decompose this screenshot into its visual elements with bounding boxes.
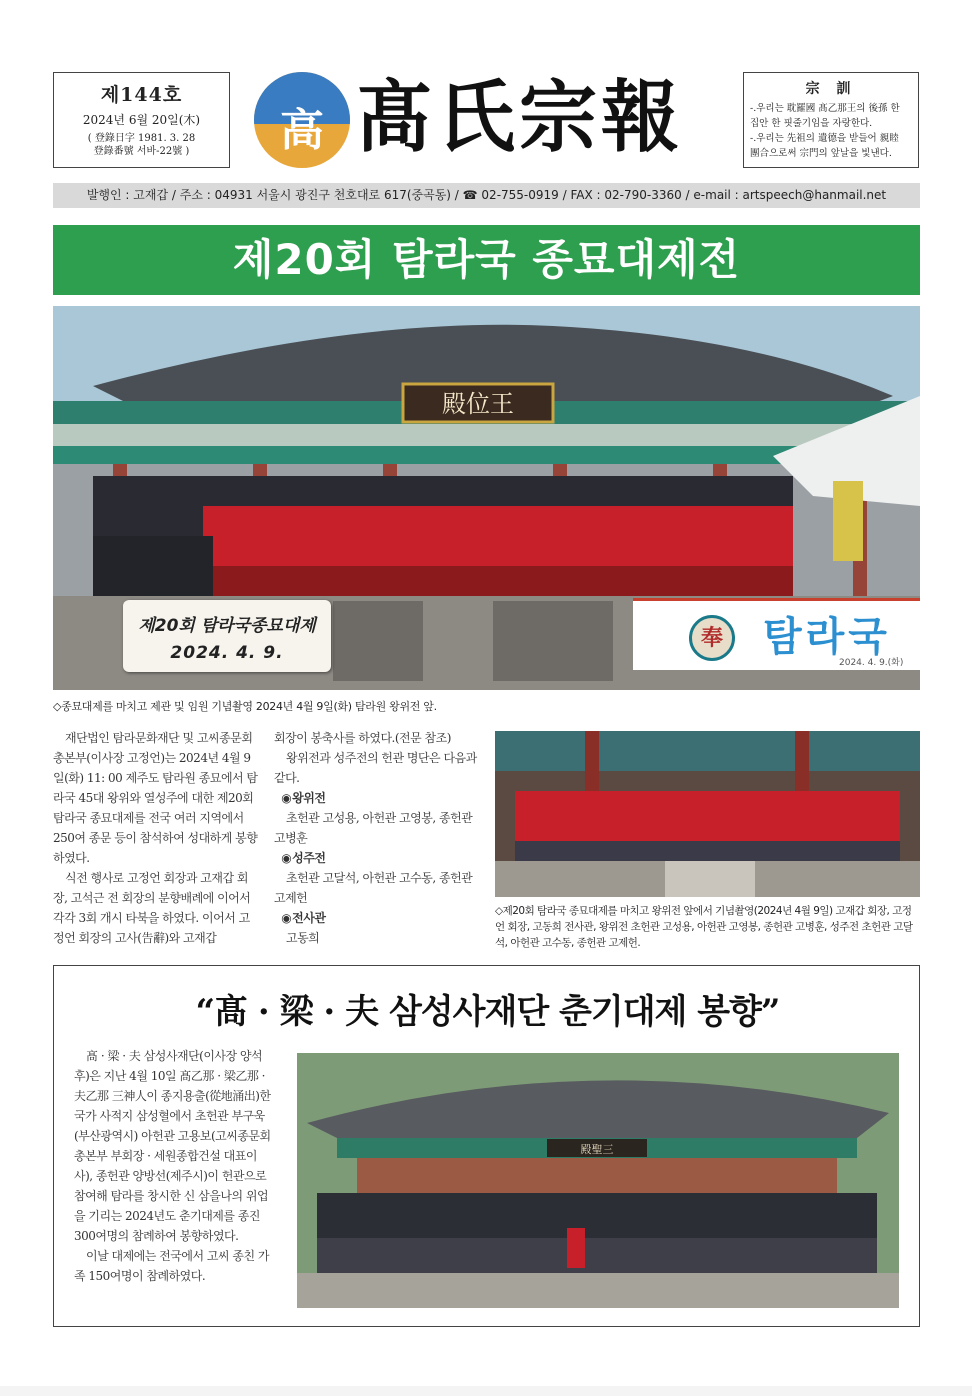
clan-logo-icon — [254, 72, 350, 168]
publisher-info: 발행인 : 고재갑 / 주소 : 04931 서울시 광진구 천호대로 617(중곡동) / ☎ 02-755-0919 / FAX : 02-790-3360 / e-mail : artspeech@hanmail.net — [53, 183, 920, 208]
registration-number: 登錄番號 서바-22號 ) — [93, 146, 190, 157]
event-banner — [633, 598, 920, 670]
main-headline: 제20회 탐라국 종묘대제전 — [53, 225, 920, 295]
shrine-signboard: 殿位王 — [442, 390, 514, 418]
motto-line: -.우리는 耽羅國 髙乙那王의 後孫 한 — [750, 103, 900, 114]
banner-seal-icon: 奉 — [689, 615, 735, 661]
article1-column-a — [53, 728, 258, 948]
issue-date: 2024년 6월 20일(木) — [82, 113, 201, 127]
section-text-jeonsa: 고동희 — [286, 931, 320, 945]
banner-date: 2024. 4. 9.(화) — [839, 658, 904, 668]
clan-motto-box — [743, 72, 919, 168]
section-title-jeonsa: ◉ 전사관 — [274, 908, 479, 928]
issue-number: 제144호 — [100, 84, 183, 106]
article1-intro2: 왕위전과 성주전의 헌관 명단은 다음과 같다. — [274, 751, 477, 785]
logo-glyph: 高 — [280, 105, 324, 156]
motto-line: -.우리는 先祖의 遺德을 받들어 親睦 — [750, 133, 899, 144]
article2-box — [53, 965, 920, 1327]
officiants-photo-caption: ◇제20회 탐라국 종묘대제를 마치고 왕위전 앞에서 기념촬영(2024년 4월 9일) 고재갑 회장, 고정언 회장, 고동희 전사관, 왕위전 초헌관 고성용, 아헌관 고영봉, 종헌관 고병훈, 성주전 초헌관 고달석, 아헌관 고수동, 종헌관 고제헌. — [495, 905, 913, 949]
article2-text — [74, 1046, 272, 1286]
registration-info — [54, 132, 229, 158]
section-title-wangwi: ◉ 왕위전 — [274, 788, 479, 808]
caption-card-title: 제20회 탐라국종묘대제 — [138, 616, 316, 636]
motto-line: 團合으로써 宗門의 앞날을 빛낸다. — [750, 148, 892, 159]
article1-intro: 회장이 봉축사를 하였다.(전문 참조) — [274, 731, 451, 745]
page-bottom-edge — [0, 1386, 972, 1396]
article1-paragraph: 식전 행사로 고정언 회장과 고재갑 회장, 고석근 전 회장의 분향배례에 이어서 각각 3회 개시 타북을 하였다. 이어서 고정언 회장의 고사(告辭)와 고재갑 — [53, 871, 251, 945]
motto-line: 집안 한 핏줄기임을 자랑한다. — [750, 118, 873, 129]
section-text-wangwi: 초헌관 고성용, 아헌관 고영봉, 종헌관 고병훈 — [274, 811, 473, 845]
article2-paragraph: 이날 대제에는 전국에서 고씨 종친 가족 150여명이 참례하였다. — [74, 1249, 269, 1283]
registration-date: ( 登錄日字 1981. 3. 28 — [87, 133, 196, 144]
issue-info-box — [53, 72, 230, 168]
section-text-seongju: 초헌관 고달석, 아헌관 고수동, 종헌관 고제헌 — [274, 871, 473, 905]
samseonghyeol-group-photo — [297, 1053, 899, 1308]
article2-paragraph: 髙 · 梁 · 夫 삼성사재단(이사장 양석후)은 지난 4월 10일 髙乙那 · 梁乙那 · 夫乙那 三神人이 종지용출(從地涌出)한 국가 사적지 삼성혈에서 초헌관 부구욱(부산광역시) 아헌관 고용보(고씨종문회총본부 부회장 · 세원종합건설 대표이사), 종헌관 양방선(제주시)이 헌관으로 참여해 탐라를 창시한 신 삼을나의 위업을 기리는 2024년도 춘기대제를 종진 300여명의 참례하여 봉향하였다. — [74, 1049, 271, 1243]
caption-card-date: 2024. 4. 9. — [170, 643, 284, 663]
main-photo-caption: ◇종묘대제를 마치고 제관 및 임원 기념촬영 2024년 4월 9일(화) 탐라원 왕위전 앞. — [53, 700, 437, 713]
section-title-seongju: ◉ 성주전 — [274, 848, 479, 868]
banner-text: 탐라국 — [763, 614, 891, 660]
article2-title: “髙 · 梁 · 夫 삼성사재단 춘기대제 봉향” — [195, 992, 780, 1032]
article1-column-b — [274, 728, 479, 948]
motto-title: 宗 訓 — [805, 81, 857, 97]
article1-paragraph: 재단법인 탐라문화재단 및 고씨종문회총본부(이사장 고정언)는 2024년 4월 9일(화) 11: 00 제주도 탐라원 종묘에서 탐라국 45대 왕위와 열성주에 대한 제20회 탐라국 종묘대제를 전국 여러 지역에서 250여 종문 등이 참석하여 성대하게 봉향하였다. — [53, 731, 258, 865]
officiants-photo — [495, 731, 920, 897]
photo2-signboard: 殿聖三 — [580, 1143, 614, 1156]
photo-caption-card — [123, 600, 331, 672]
newspaper-title: 髙氏宗報 — [355, 72, 684, 163]
